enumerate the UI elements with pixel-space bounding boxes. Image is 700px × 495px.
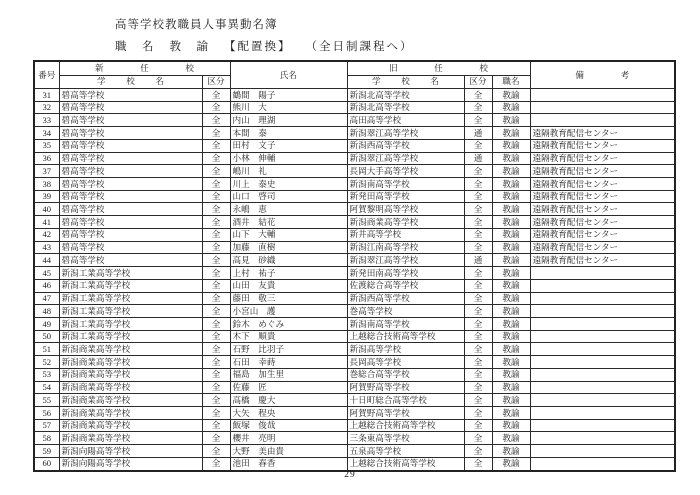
- cell-old-job-title: 教諭: [492, 279, 530, 292]
- cell-new-school: 新潟商業高等学校: [59, 368, 202, 381]
- cell-new-division: 全: [202, 190, 230, 203]
- cell-person-name: 山田 友貴: [230, 279, 347, 292]
- cell-old-job-title: 教諭: [492, 267, 530, 280]
- cell-new-school: 新潟向陽高等学校: [59, 457, 202, 470]
- table-row: [34, 203, 675, 216]
- cell-old-school: 新潟商業高等学校: [347, 216, 464, 229]
- table-row: [34, 89, 675, 102]
- cell-new-division: 全: [202, 368, 230, 381]
- subtitle-note: （全日制課程へ）: [305, 41, 414, 53]
- cell-new-school: 新潟工業高等学校: [59, 292, 202, 305]
- cell-person-name: 嶋川 礼: [230, 165, 347, 178]
- table-row: [34, 356, 675, 369]
- subtitle-label: 職 名: [115, 41, 156, 53]
- cell-old-division: 全: [464, 394, 492, 407]
- cell-old-school: 新潟北高等学校: [347, 89, 464, 102]
- cell-new-school: 碧高等学校: [59, 165, 202, 178]
- cell-remarks: [530, 305, 675, 318]
- cell-number: 54: [34, 381, 59, 394]
- cell-person-name: 田村 文子: [230, 139, 347, 152]
- cell-person-name: 高橋 慶大: [230, 394, 347, 407]
- cell-old-division: 全: [464, 343, 492, 356]
- cell-new-division: 全: [202, 203, 230, 216]
- cell-remarks: [530, 330, 675, 343]
- cell-new-division: 全: [202, 127, 230, 140]
- cell-new-division: 全: [202, 165, 230, 178]
- cell-new-division: 全: [202, 457, 230, 470]
- cell-remarks: 遠隔教育配信センター: [530, 178, 675, 191]
- cell-person-name: 川上 泰史: [230, 178, 347, 191]
- cell-new-division: 全: [202, 216, 230, 229]
- cell-old-job-title: 教諭: [492, 152, 530, 165]
- cell-new-school: 碧高等学校: [59, 254, 202, 267]
- cell-new-school: 新潟工業高等学校: [59, 267, 202, 280]
- table-row: [34, 178, 675, 191]
- cell-old-job-title: 教諭: [492, 406, 530, 419]
- cell-remarks: [530, 368, 675, 381]
- cell-number: 31: [34, 89, 59, 102]
- cell-old-division: 全: [464, 432, 492, 445]
- cell-old-division: 全: [464, 190, 492, 203]
- table-row: [34, 394, 675, 407]
- cell-remarks: [530, 292, 675, 305]
- cell-new-school: 新潟商業高等学校: [59, 356, 202, 369]
- cell-person-name: 石野 比羽子: [230, 343, 347, 356]
- cell-old-division: 通: [464, 152, 492, 165]
- cell-person-name: 酒井 結花: [230, 216, 347, 229]
- cell-old-division: 全: [464, 419, 492, 432]
- cell-old-job-title: 教諭: [492, 356, 530, 369]
- cell-old-division: 全: [464, 178, 492, 191]
- cell-number: 48: [34, 305, 59, 318]
- cell-old-job-title: 教諭: [492, 216, 530, 229]
- cell-old-job-title: 教諭: [492, 419, 530, 432]
- header-remarks: 備 考: [530, 61, 675, 89]
- cell-old-job-title: 教諭: [492, 381, 530, 394]
- cell-old-school: 新潟北高等学校: [347, 101, 464, 114]
- cell-remarks: 遠隔教育配信センター: [530, 228, 675, 241]
- cell-old-school: 新井高等学校: [347, 228, 464, 241]
- cell-old-division: 全: [464, 228, 492, 241]
- cell-number: 53: [34, 368, 59, 381]
- cell-old-division: 全: [464, 267, 492, 280]
- cell-new-school: 新潟商業高等学校: [59, 381, 202, 394]
- table-row: [34, 101, 675, 114]
- cell-old-school: 長岡高等学校: [347, 356, 464, 369]
- header-new-division: 区分: [202, 75, 230, 89]
- cell-old-job-title: 教諭: [492, 241, 530, 254]
- cell-remarks: [530, 432, 675, 445]
- cell-old-job-title: 教諭: [492, 457, 530, 470]
- cell-new-school: 新潟商業高等学校: [59, 406, 202, 419]
- cell-new-division: 全: [202, 406, 230, 419]
- table-row: [34, 254, 675, 267]
- cell-new-school: 新潟工業高等学校: [59, 317, 202, 330]
- cell-number: 56: [34, 406, 59, 419]
- cell-person-name: 内山 理湖: [230, 114, 347, 127]
- cell-old-job-title: 教諭: [492, 317, 530, 330]
- cell-remarks: 遠隔教育配信センター: [530, 152, 675, 165]
- table-row: [34, 381, 675, 394]
- cell-old-school: 新潟江南高等学校: [347, 241, 464, 254]
- cell-new-division: 全: [202, 419, 230, 432]
- cell-new-school: 新潟向陽高等学校: [59, 445, 202, 458]
- cell-new-school: 新潟商業高等学校: [59, 394, 202, 407]
- cell-new-division: 全: [202, 241, 230, 254]
- cell-old-school: 新潟翠江高等学校: [347, 152, 464, 165]
- cell-person-name: 山口 啓司: [230, 190, 347, 203]
- cell-number: 60: [34, 457, 59, 470]
- cell-number: 35: [34, 139, 59, 152]
- cell-old-school: 新潟西高等学校: [347, 292, 464, 305]
- table-row: [34, 330, 675, 343]
- cell-number: 52: [34, 356, 59, 369]
- cell-remarks: [530, 381, 675, 394]
- cell-old-division: 全: [464, 445, 492, 458]
- cell-remarks: [530, 317, 675, 330]
- cell-new-school: 新潟商業高等学校: [59, 343, 202, 356]
- cell-new-school: 碧高等学校: [59, 203, 202, 216]
- cell-person-name: 大矢 程央: [230, 406, 347, 419]
- cell-old-job-title: 教諭: [492, 190, 530, 203]
- cell-person-name: 加藤 直樹: [230, 241, 347, 254]
- cell-person-name: 大野 美由貴: [230, 445, 347, 458]
- table-row: [34, 152, 675, 165]
- table-row: [34, 165, 675, 178]
- cell-old-job-title: 教諭: [492, 305, 530, 318]
- cell-new-division: 全: [202, 292, 230, 305]
- cell-new-school: 新潟工業高等学校: [59, 279, 202, 292]
- cell-person-name: 櫻井 亮明: [230, 432, 347, 445]
- table-row: [34, 127, 675, 140]
- cell-number: 32: [34, 101, 59, 114]
- table-row: [34, 292, 675, 305]
- cell-old-school: 阿賀野高等学校: [347, 381, 464, 394]
- cell-person-name: 石田 幸蒔: [230, 356, 347, 369]
- cell-old-division: 全: [464, 101, 492, 114]
- cell-new-division: 全: [202, 114, 230, 127]
- cell-new-school: 新潟商業高等学校: [59, 432, 202, 445]
- cell-remarks: 遠隔教育配信センター: [530, 127, 675, 140]
- cell-old-division: 全: [464, 317, 492, 330]
- cell-remarks: 遠隔教育配信センター: [530, 165, 675, 178]
- cell-person-name: 上村 祐子: [230, 267, 347, 280]
- cell-number: 45: [34, 267, 59, 280]
- cell-remarks: [530, 114, 675, 127]
- cell-new-school: 碧高等学校: [59, 190, 202, 203]
- cell-remarks: 遠隔教育配信センター: [530, 203, 675, 216]
- cell-remarks: [530, 394, 675, 407]
- cell-new-division: 全: [202, 139, 230, 152]
- cell-old-division: 全: [464, 305, 492, 318]
- cell-old-school: 三条東高等学校: [347, 432, 464, 445]
- cell-old-division: 全: [464, 406, 492, 419]
- cell-person-name: 高見 砂織: [230, 254, 347, 267]
- cell-remarks: 遠隔教育配信センター: [530, 216, 675, 229]
- cell-number: 55: [34, 394, 59, 407]
- cell-old-school: 佐渡総合高等学校: [347, 279, 464, 292]
- cell-old-school: 五泉高等学校: [347, 445, 464, 458]
- cell-new-school: 碧高等学校: [59, 178, 202, 191]
- cell-old-school: 上越総合技術高等学校: [347, 330, 464, 343]
- cell-person-name: 永嶋 恵: [230, 203, 347, 216]
- cell-number: 38: [34, 178, 59, 191]
- cell-number: 40: [34, 203, 59, 216]
- table-row: [34, 419, 675, 432]
- cell-new-division: 全: [202, 394, 230, 407]
- cell-person-name: 鈴木 めぐみ: [230, 317, 347, 330]
- cell-number: 34: [34, 127, 59, 140]
- cell-new-division: 全: [202, 305, 230, 318]
- cell-person-name: 山下 大輔: [230, 228, 347, 241]
- cell-new-division: 全: [202, 381, 230, 394]
- cell-number: 42: [34, 228, 59, 241]
- cell-person-name: 鶴間 陽子: [230, 89, 347, 102]
- cell-person-name: 小宮山 護: [230, 305, 347, 318]
- cell-person-name: 福島 加生里: [230, 368, 347, 381]
- table-body: [34, 89, 675, 471]
- cell-old-school: 新潟西高等学校: [347, 139, 464, 152]
- cell-new-division: 全: [202, 89, 230, 102]
- cell-new-school: 碧高等学校: [59, 139, 202, 152]
- cell-old-division: 通: [464, 127, 492, 140]
- header-old-school-name: 学 校 名: [347, 75, 464, 89]
- cell-old-job-title: 教諭: [492, 394, 530, 407]
- cell-new-school: 新潟商業高等学校: [59, 419, 202, 432]
- cell-old-job-title: 教諭: [492, 101, 530, 114]
- cell-number: 57: [34, 419, 59, 432]
- cell-old-job-title: 教諭: [492, 203, 530, 216]
- cell-new-division: 全: [202, 330, 230, 343]
- cell-new-school: 碧高等学校: [59, 101, 202, 114]
- cell-old-division: 全: [464, 457, 492, 470]
- cell-remarks: [530, 445, 675, 458]
- cell-number: 49: [34, 317, 59, 330]
- cell-person-name: 池田 春香: [230, 457, 347, 470]
- cell-person-name: 飯塚 俊哉: [230, 419, 347, 432]
- cell-new-school: 碧高等学校: [59, 228, 202, 241]
- cell-old-school: 上越総合技術高等学校: [347, 419, 464, 432]
- cell-old-school: 高田高等学校: [347, 114, 464, 127]
- table-row: [34, 228, 675, 241]
- cell-remarks: [530, 419, 675, 432]
- cell-person-name: 佐藤 匠: [230, 381, 347, 394]
- cell-old-division: 全: [464, 241, 492, 254]
- table-row: [34, 241, 675, 254]
- cell-number: 59: [34, 445, 59, 458]
- cell-old-division: 全: [464, 330, 492, 343]
- table-row: [34, 114, 675, 127]
- header-new-school-group: 新 任 校: [59, 61, 230, 75]
- cell-old-school: 上越総合技術高等学校: [347, 457, 464, 470]
- cell-old-job-title: 教諭: [492, 228, 530, 241]
- cell-new-division: 全: [202, 343, 230, 356]
- cell-old-school: 新潟南高等学校: [347, 317, 464, 330]
- cell-remarks: 遠隔教育配信センター: [530, 241, 675, 254]
- cell-new-division: 全: [202, 279, 230, 292]
- table-row: [34, 216, 675, 229]
- cell-new-division: 全: [202, 445, 230, 458]
- cell-old-job-title: 教諭: [492, 343, 530, 356]
- cell-old-school: 巻高等学校: [347, 305, 464, 318]
- cell-person-name: 熊川 大: [230, 101, 347, 114]
- cell-old-school: 長岡大手高等学校: [347, 165, 464, 178]
- cell-new-school: 碧高等学校: [59, 216, 202, 229]
- cell-new-school: 碧高等学校: [59, 241, 202, 254]
- cell-old-school: 新発田南高等学校: [347, 267, 464, 280]
- cell-new-school: 新潟工業高等学校: [59, 330, 202, 343]
- cell-person-name: 藤田 敬三: [230, 292, 347, 305]
- cell-remarks: [530, 101, 675, 114]
- cell-new-division: 全: [202, 356, 230, 369]
- page-number: 29: [344, 470, 356, 480]
- subtitle-bracket: 【配置換】: [224, 41, 292, 53]
- cell-old-school: 新発田高等学校: [347, 190, 464, 203]
- cell-old-division: 全: [464, 216, 492, 229]
- subtitle-value: 教 諭: [169, 41, 210, 53]
- cell-old-job-title: 教諭: [492, 330, 530, 343]
- cell-remarks: [530, 279, 675, 292]
- cell-old-school: 新潟翠江高等学校: [347, 127, 464, 140]
- cell-old-school: 阿賀黎明高等学校: [347, 203, 464, 216]
- cell-old-division: 全: [464, 292, 492, 305]
- header-new-school-name: 学 校 名: [59, 75, 202, 89]
- table-row: [34, 139, 675, 152]
- cell-number: 41: [34, 216, 59, 229]
- header-person-name: 氏名: [230, 61, 347, 89]
- cell-new-division: 全: [202, 152, 230, 165]
- transfer-table: [33, 60, 676, 472]
- cell-number: 37: [34, 165, 59, 178]
- header-number: 番号: [34, 61, 59, 89]
- table-row: [34, 190, 675, 203]
- cell-old-job-title: 教諭: [492, 368, 530, 381]
- table-row: [34, 368, 675, 381]
- cell-old-school: 阿賀野高等学校: [347, 406, 464, 419]
- cell-old-job-title: 教諭: [492, 114, 530, 127]
- title-block: [115, 16, 414, 54]
- cell-old-job-title: 教諭: [492, 89, 530, 102]
- cell-remarks: 遠隔教育配信センター: [530, 139, 675, 152]
- cell-new-division: 全: [202, 228, 230, 241]
- header-old-division: 区分: [464, 75, 492, 89]
- cell-new-school: 新潟工業高等学校: [59, 305, 202, 318]
- page-subtitle: [115, 38, 414, 54]
- table-row: [34, 406, 675, 419]
- cell-number: 39: [34, 190, 59, 203]
- cell-old-division: 全: [464, 368, 492, 381]
- table-row: [34, 305, 675, 318]
- cell-number: 43: [34, 241, 59, 254]
- cell-old-division: 全: [464, 114, 492, 127]
- cell-number: 33: [34, 114, 59, 127]
- cell-new-school: 碧高等学校: [59, 127, 202, 140]
- table-header: [34, 61, 675, 89]
- cell-new-division: 全: [202, 101, 230, 114]
- cell-number: 46: [34, 279, 59, 292]
- cell-old-job-title: 教諭: [492, 432, 530, 445]
- table-row: [34, 279, 675, 292]
- cell-old-job-title: 教諭: [492, 292, 530, 305]
- cell-old-job-title: 教諭: [492, 165, 530, 178]
- header-old-school-group: 旧 任 校: [347, 61, 530, 75]
- cell-number: 44: [34, 254, 59, 267]
- cell-person-name: 木下 順貴: [230, 330, 347, 343]
- cell-remarks: 遠隔教育配信センター: [530, 254, 675, 267]
- table-row: [34, 457, 675, 470]
- cell-number: 50: [34, 330, 59, 343]
- cell-old-division: 全: [464, 381, 492, 394]
- table-row: [34, 267, 675, 280]
- cell-new-division: 全: [202, 317, 230, 330]
- cell-person-name: 小林 伸輔: [230, 152, 347, 165]
- cell-new-school: 碧高等学校: [59, 114, 202, 127]
- table-row: [34, 432, 675, 445]
- cell-new-school: 碧高等学校: [59, 152, 202, 165]
- cell-remarks: [530, 356, 675, 369]
- cell-number: 47: [34, 292, 59, 305]
- cell-old-job-title: 教諭: [492, 139, 530, 152]
- cell-number: 51: [34, 343, 59, 356]
- cell-person-name: 本間 泰: [230, 127, 347, 140]
- cell-remarks: [530, 89, 675, 102]
- cell-old-job-title: 教諭: [492, 254, 530, 267]
- cell-old-division: 全: [464, 203, 492, 216]
- cell-remarks: [530, 267, 675, 280]
- cell-old-school: 新潟翠江高等学校: [347, 254, 464, 267]
- cell-old-school: 巻総合高等学校: [347, 368, 464, 381]
- cell-new-division: 全: [202, 254, 230, 267]
- cell-old-division: 全: [464, 139, 492, 152]
- page-title: 高等学校教職員人事異動名簿: [115, 19, 278, 31]
- table-row: [34, 445, 675, 458]
- cell-remarks: [530, 343, 675, 356]
- cell-old-job-title: 教諭: [492, 178, 530, 191]
- cell-new-division: 全: [202, 178, 230, 191]
- table-row: [34, 343, 675, 356]
- cell-old-job-title: 教諭: [492, 445, 530, 458]
- cell-new-division: 全: [202, 267, 230, 280]
- table-row: [34, 317, 675, 330]
- cell-number: 58: [34, 432, 59, 445]
- cell-old-job-title: 教諭: [492, 127, 530, 140]
- cell-old-school: 十日町総合高等学校: [347, 394, 464, 407]
- cell-old-division: 全: [464, 279, 492, 292]
- cell-remarks: [530, 457, 675, 470]
- cell-new-school: 碧高等学校: [59, 89, 202, 102]
- header-old-job-title: 職名: [492, 75, 530, 89]
- cell-old-school: 新潟南高等学校: [347, 178, 464, 191]
- cell-old-division: 通: [464, 254, 492, 267]
- cell-old-division: 全: [464, 165, 492, 178]
- cell-number: 36: [34, 152, 59, 165]
- cell-remarks: [530, 406, 675, 419]
- cell-old-school: 新潟高等学校: [347, 343, 464, 356]
- cell-old-division: 全: [464, 89, 492, 102]
- cell-new-division: 全: [202, 432, 230, 445]
- cell-remarks: 遠隔教育配信センター: [530, 190, 675, 203]
- cell-old-division: 全: [464, 356, 492, 369]
